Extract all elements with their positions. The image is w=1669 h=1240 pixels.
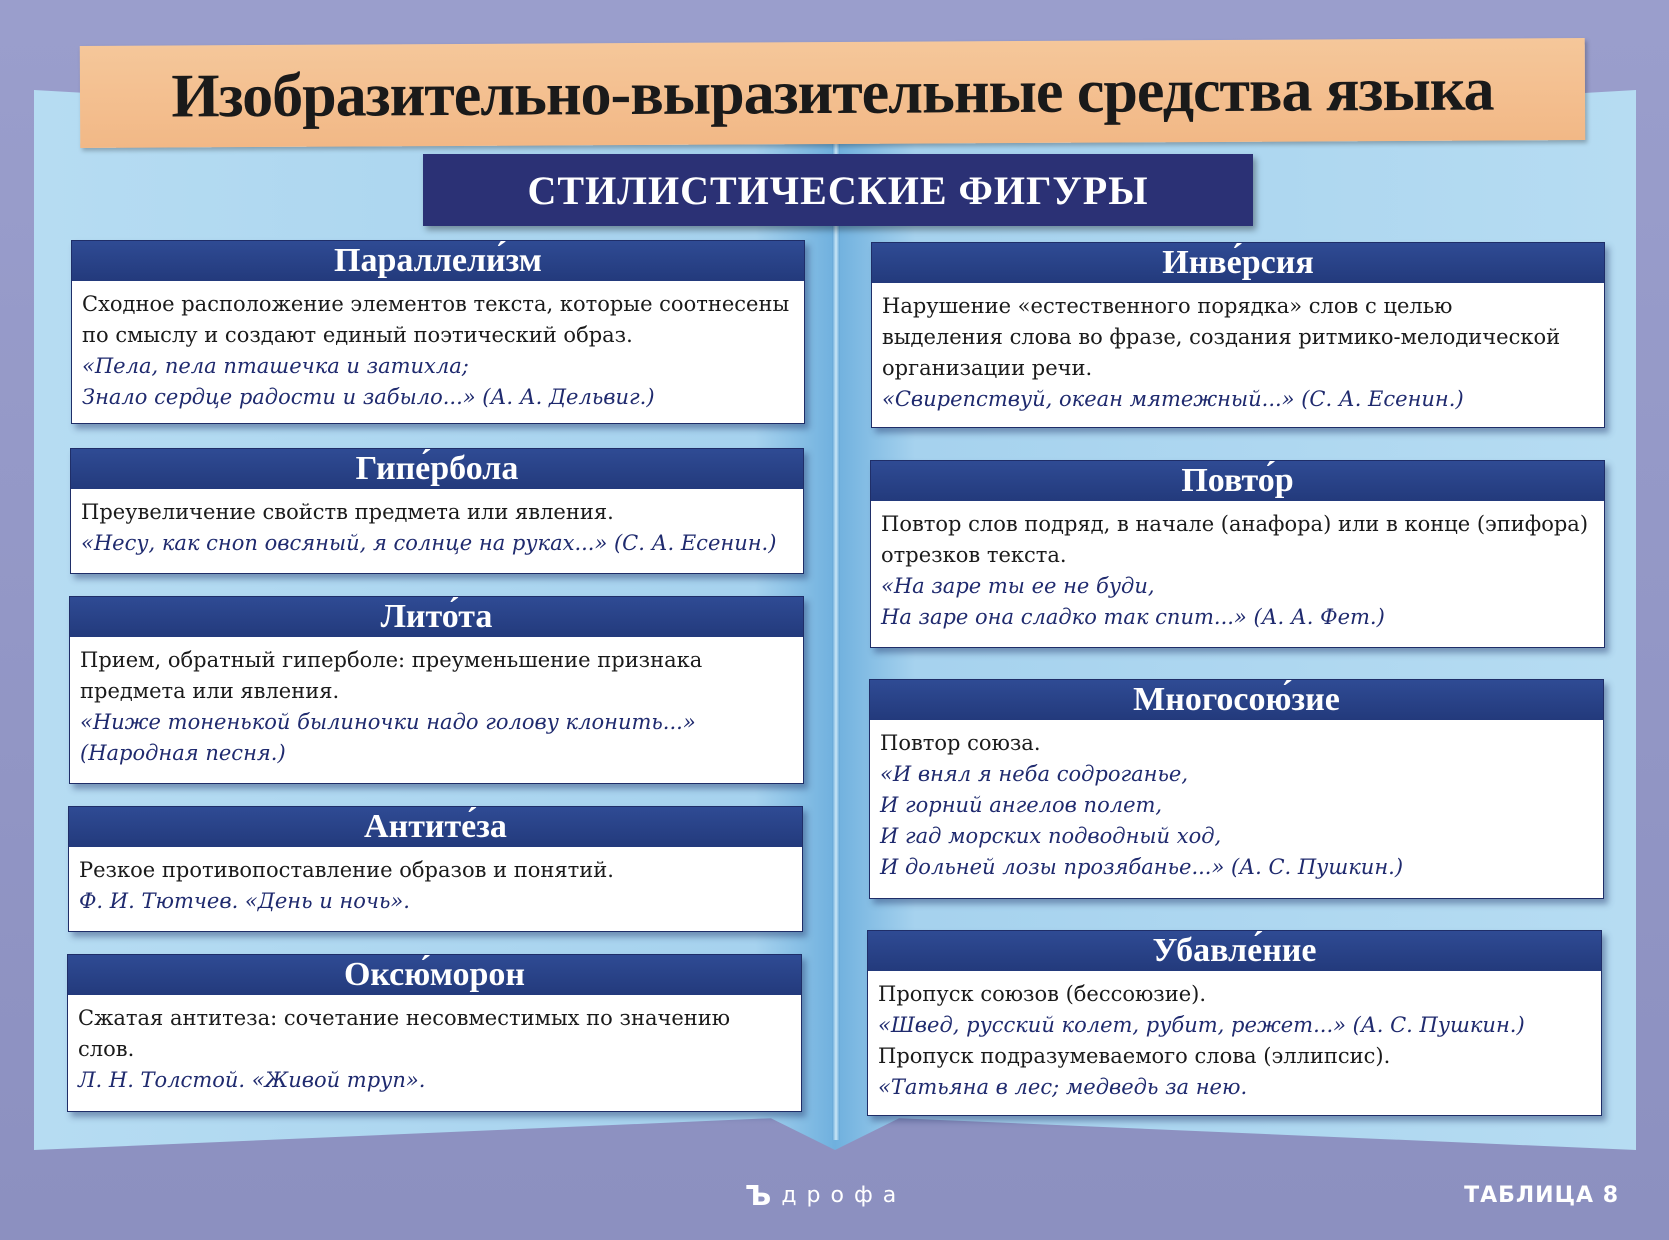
card-example: И гад морских подводный ход, bbox=[880, 824, 1222, 848]
card-line: по смыслу и создают единый поэтический образ. bbox=[82, 323, 633, 347]
card-repetition bbox=[870, 460, 1605, 648]
card-line: Прием, обратный гиперболе: преуменьшение признака bbox=[80, 648, 703, 672]
card-example: «Свирепствуй, океан мятежный...» (С. А. Есенин.) bbox=[882, 387, 1464, 411]
card-litotes bbox=[69, 596, 804, 784]
card-heading: Убавле́ние bbox=[868, 931, 1601, 971]
table-number-label: ТАБЛИЦА 8 bbox=[1464, 1183, 1619, 1208]
card-line: выделения слова во фразе, создания ритмико-мелодической bbox=[882, 325, 1561, 349]
card-example: Знало сердце радости и забыло...» (А. А. Дельвиг.) bbox=[82, 385, 655, 409]
card-line: Повтор союза. bbox=[880, 731, 1041, 755]
card-antithesis bbox=[68, 806, 803, 932]
card-heading: Инве́рсия bbox=[872, 243, 1604, 283]
card-body bbox=[870, 720, 1603, 889]
card-oxymoron bbox=[67, 954, 802, 1112]
card-body bbox=[868, 971, 1601, 1109]
card-heading: Повто́р bbox=[871, 461, 1604, 501]
card-body bbox=[70, 637, 803, 775]
title-banner bbox=[80, 38, 1586, 148]
card-heading: Гипе́рбола bbox=[71, 449, 803, 489]
card-inversion bbox=[871, 242, 1605, 428]
card-line: Сжатая антитеза: сочетание несовместимых по значению bbox=[78, 1006, 731, 1030]
card-polysyndeton bbox=[869, 679, 1604, 899]
card-line: Пропуск союзов (бессоюзие). bbox=[878, 982, 1207, 1006]
card-example: «Швед, русский колет, рубит, режет...» (А. С. Пушкин.) bbox=[878, 1013, 1525, 1037]
card-hyperbole bbox=[70, 448, 804, 574]
card-example: «Ниже тоненькой былиночки надо голову клонить...» bbox=[80, 710, 696, 734]
section-subtitle: СТИЛИСТИЧЕСКИЕ ФИГУРЫ bbox=[527, 167, 1149, 213]
card-example: «На заре ты ее не буди, bbox=[881, 574, 1155, 598]
subtitle-banner bbox=[423, 154, 1253, 226]
card-line: Преувеличение свойств предмета или явления. bbox=[81, 500, 614, 524]
publisher-logo-icon: Ъ bbox=[745, 1178, 772, 1212]
card-example: (Народная песня.) bbox=[80, 741, 286, 765]
card-line: Повтор слов подряд, в начале (анафора) или в конце (эпифора) bbox=[881, 512, 1589, 536]
card-example: «Несу, как сноп овсяный, я солнце на руках...» (С. А. Есенин.) bbox=[81, 531, 777, 555]
page-title: Изобразительно-выразительные средства языка bbox=[171, 55, 1494, 130]
card-line: предмета или явления. bbox=[80, 679, 340, 703]
card-line: Сходное расположение элементов текста, которые соотнесены bbox=[82, 292, 790, 316]
card-line: слов. bbox=[78, 1037, 135, 1061]
card-line: Пропуск подразумеваемого слова (эллипсис). bbox=[878, 1044, 1391, 1068]
card-line: Нарушение «естественного порядка» слов с целью bbox=[882, 294, 1453, 318]
card-body bbox=[72, 281, 804, 419]
card-line: Резкое противопоставление образов и понятий. bbox=[79, 858, 614, 882]
card-body bbox=[871, 501, 1604, 639]
card-heading: Антите́за bbox=[69, 807, 802, 847]
card-example: Ф. И. Тютчев. «День и ночь». bbox=[79, 889, 410, 913]
book-spine bbox=[832, 130, 840, 1140]
card-body bbox=[71, 489, 803, 565]
card-heading: Многосою́зие bbox=[870, 680, 1603, 720]
card-line: отрезков текста. bbox=[881, 543, 1067, 567]
card-example: И дольней лозы прозябанье...» (А. С. Пушкин.) bbox=[880, 855, 1404, 879]
card-example: «И внял я неба содроганье, bbox=[880, 762, 1188, 786]
publisher-name: дрофа bbox=[781, 1182, 907, 1208]
publisher-logo bbox=[745, 1180, 906, 1210]
card-example: «Татьяна в лес; медведь за нею. bbox=[878, 1075, 1248, 1099]
card-example: На заре она сладко так спит...» (А. А. Фет.) bbox=[881, 605, 1385, 629]
card-example: Л. Н. Толстой. «Живой труп». bbox=[78, 1068, 426, 1092]
card-body bbox=[69, 847, 802, 923]
card-body bbox=[68, 995, 801, 1102]
card-example: И горний ангелов полет, bbox=[880, 793, 1163, 817]
card-heading: Параллели́зм bbox=[72, 241, 804, 281]
card-reduction bbox=[867, 930, 1602, 1116]
card-example: «Пела, пела пташечка и затихла; bbox=[82, 354, 469, 378]
card-line: организации речи. bbox=[882, 356, 1093, 380]
card-heading: Оксю́морон bbox=[68, 955, 801, 995]
card-heading: Лито́та bbox=[70, 597, 803, 637]
card-parallelism bbox=[71, 240, 805, 424]
card-body bbox=[872, 283, 1604, 421]
